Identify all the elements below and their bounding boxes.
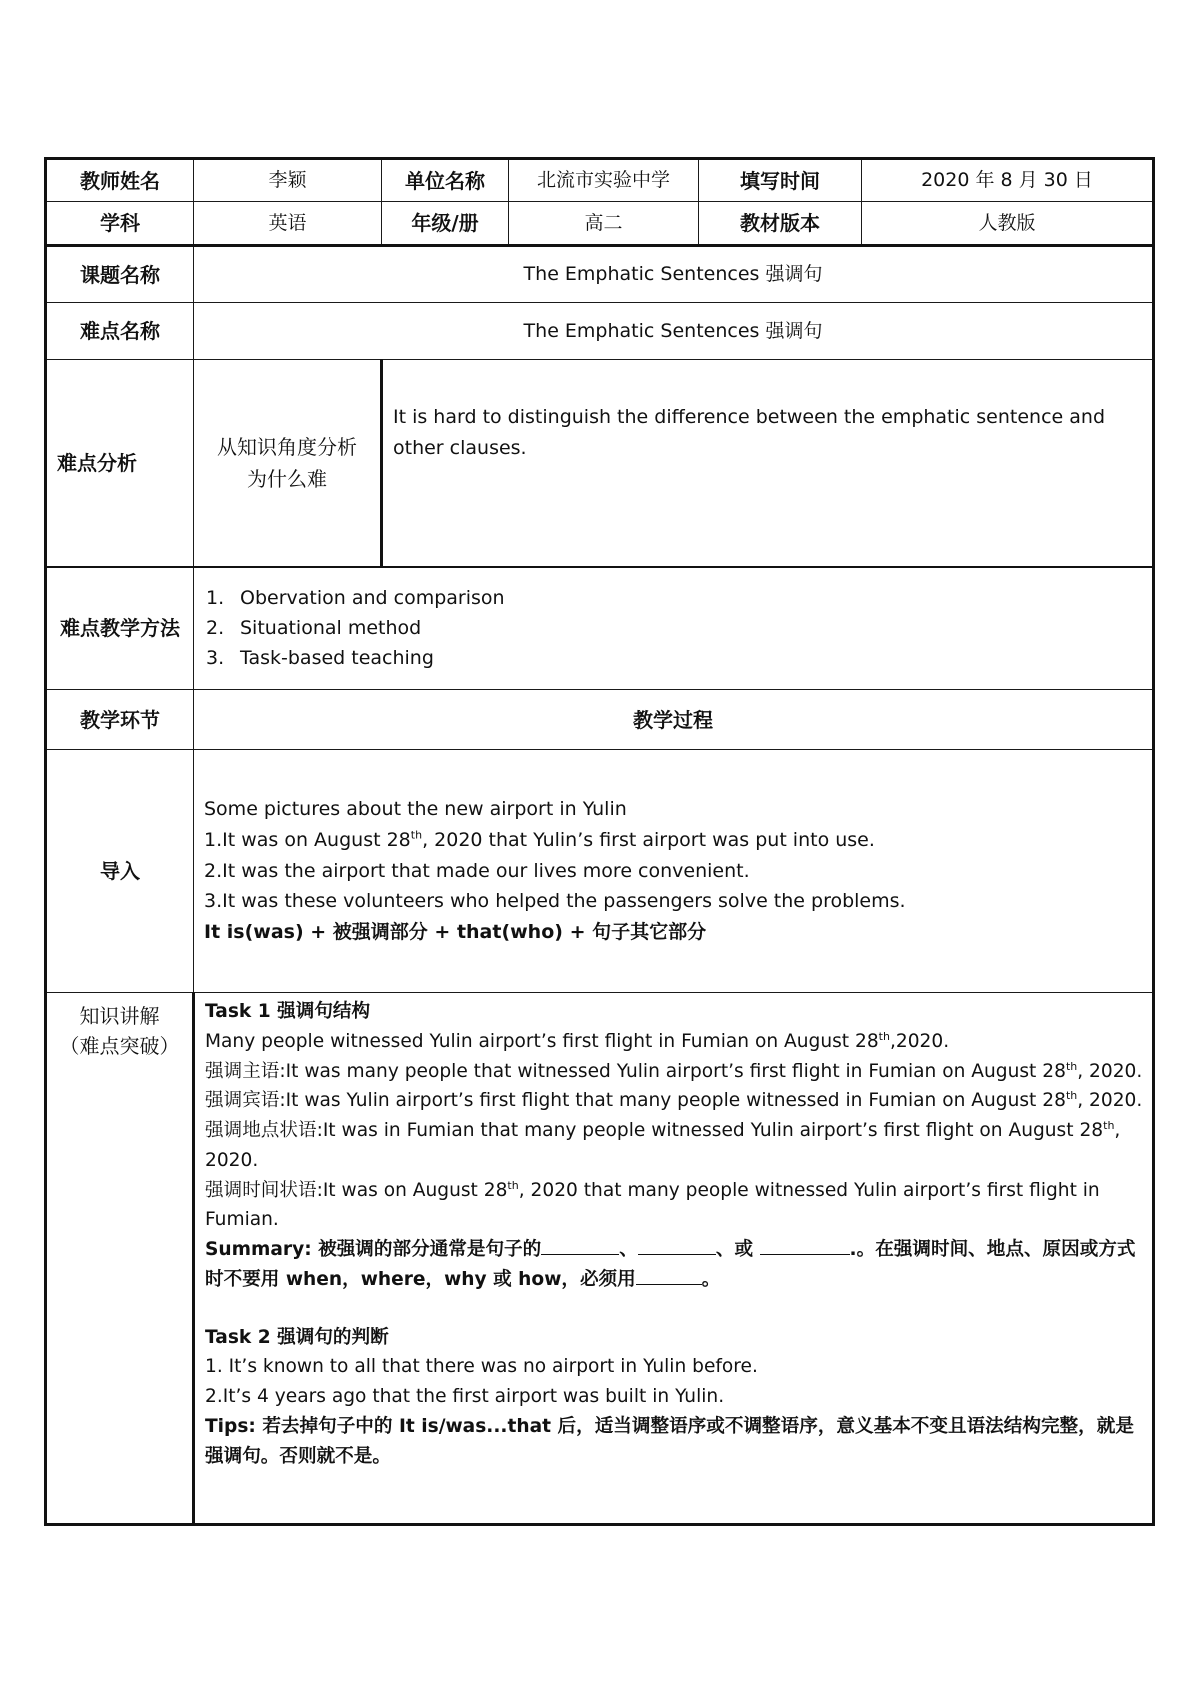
sentence-part: 强调宾语:It was Yulin airport’s first flight that many people witnessed in Fumian on August 28 bbox=[205, 1090, 1066, 1112]
intro-line-part: 1.It was on August 28 bbox=[204, 828, 411, 851]
intro-formula: It is(was) + 被强调部分 + that(who) + 句子其它部分 bbox=[204, 921, 707, 944]
edition-value: 人教版 bbox=[862, 202, 1154, 246]
difficulty-value: The Emphatic Sentences 强调句 bbox=[194, 303, 1154, 360]
subject-emphasis bbox=[205, 1057, 1146, 1087]
method-num: 1. bbox=[206, 586, 225, 609]
intro-line: 3.It was these volunteers who helped the passengers solve the problems. bbox=[204, 890, 906, 913]
process-value: 教学过程 bbox=[194, 690, 1154, 750]
fill-blank[interactable] bbox=[638, 1235, 716, 1255]
sentence-part: , 2020. bbox=[1077, 1090, 1143, 1112]
method-text: Task-based teaching bbox=[240, 647, 434, 670]
ordinal-suffix: th bbox=[878, 1029, 890, 1043]
knowledge-row bbox=[46, 993, 1154, 1525]
knowledge-label-line: 知识讲解 bbox=[79, 1004, 160, 1028]
subject-label: 学科 bbox=[46, 202, 194, 246]
unit-label: 单位名称 bbox=[382, 159, 509, 202]
ordinal-suffix: th bbox=[1103, 1118, 1115, 1132]
unit-value: 北流市实验中学 bbox=[509, 159, 699, 202]
edition-label: 教材版本 bbox=[699, 202, 862, 246]
task1-title: Task 1 强调句结构 bbox=[205, 1001, 371, 1022]
lesson-plan-table bbox=[44, 157, 1155, 1526]
summary-part: 、 bbox=[619, 1239, 638, 1260]
topic-value: The Emphatic Sentences 强调句 bbox=[194, 246, 1154, 303]
teacher-label: 教师姓名 bbox=[46, 159, 194, 202]
intro-line: 2.It was the airport that made our lives more convenient. bbox=[204, 859, 750, 882]
fill-blank[interactable] bbox=[541, 1235, 619, 1255]
method-num: 3. bbox=[206, 647, 225, 670]
tips: Tips: 若去掉句子中的 It is/was...that 后，适当调整语序或不调整语序，意义基本不变且语法结构完整，就是强调句。否则就不是。 bbox=[205, 1415, 1134, 1467]
method-item bbox=[206, 643, 1142, 673]
intro-label: 导入 bbox=[46, 750, 194, 993]
methods-label: 难点教学方法 bbox=[46, 567, 194, 690]
summary-part: Summary: 被强调的部分通常是句子的 bbox=[205, 1239, 542, 1260]
grade-value: 高二 bbox=[509, 202, 699, 246]
knowledge-label bbox=[46, 993, 194, 1525]
process-label: 教学环节 bbox=[46, 690, 194, 750]
ordinal-suffix: th bbox=[410, 828, 423, 842]
intro-content bbox=[194, 750, 1154, 993]
teacher-value: 李颖 bbox=[194, 159, 382, 202]
method-num: 2. bbox=[206, 617, 225, 640]
method-text: Situational method bbox=[240, 617, 422, 640]
task2-line: 2.It’s 4 years ago that the first airport was built in Yulin. bbox=[205, 1386, 725, 1407]
date-label: 填写时间 bbox=[699, 159, 862, 202]
place-emphasis bbox=[205, 1116, 1146, 1176]
topic-label: 课题名称 bbox=[46, 246, 194, 303]
task2-title: Task 2 强调句的判断 bbox=[205, 1326, 389, 1348]
summary-part: 、或 bbox=[715, 1239, 760, 1260]
methods-row bbox=[46, 567, 1154, 690]
summary-part: .。在强调时间、地点、原因或方式时不要用 when，where，why 或 how，必须用 bbox=[205, 1239, 1136, 1290]
sentence-part: 强调主语:It was many people that witnessed Yulin airport’s first flight in Fumian on August 28 bbox=[205, 1060, 1066, 1082]
task2-line: 1. It’s known to all that there was no airport in Yulin before. bbox=[205, 1356, 758, 1378]
intro-line bbox=[204, 825, 1142, 856]
analysis-sub-label: 从知识角度分析为什么难 bbox=[194, 360, 382, 567]
example-sentence bbox=[205, 1027, 1146, 1057]
sentence-part: 强调时间状语:It was on August 28 bbox=[205, 1179, 508, 1201]
object-emphasis bbox=[205, 1086, 1146, 1116]
sentence-part: ,2020. bbox=[889, 1030, 950, 1052]
knowledge-label-line: （难点突破） bbox=[59, 1034, 180, 1058]
ordinal-suffix: th bbox=[1065, 1059, 1078, 1073]
sentence-part: , 2020. bbox=[205, 1120, 1121, 1171]
methods-list bbox=[194, 567, 1154, 690]
time-emphasis bbox=[205, 1176, 1146, 1236]
ordinal-suffix: th bbox=[507, 1178, 519, 1192]
lesson-plan-sheet bbox=[44, 157, 1152, 1526]
intro-line: Some pictures about the new airport in Yulin bbox=[204, 798, 627, 821]
subject-value: 英语 bbox=[194, 202, 382, 246]
knowledge-content bbox=[194, 993, 1154, 1525]
method-text: Obervation and comparison bbox=[240, 586, 505, 609]
spacer bbox=[205, 1295, 1146, 1323]
fill-blank[interactable] bbox=[636, 1265, 702, 1285]
sentence-part: , 2020 that many people witnessed Yulin airport’s first flight in Fumian. bbox=[205, 1179, 1100, 1231]
sentence-part: , 2020. bbox=[1077, 1060, 1143, 1082]
topic-row bbox=[46, 246, 1154, 303]
intro-line-part: , 2020 that Yulin’s first airport was put into use. bbox=[422, 828, 875, 851]
analysis-label: 难点分析 bbox=[46, 360, 194, 567]
header-row-2 bbox=[46, 202, 1154, 246]
difficulty-label: 难点名称 bbox=[46, 303, 194, 360]
header-row-1 bbox=[46, 159, 1154, 202]
date-value: 2020 年 8 月 30 日 bbox=[862, 159, 1154, 202]
sentence-part: Many people witnessed Yulin airport’s first flight in Fumian on August 28 bbox=[205, 1030, 879, 1052]
analysis-row bbox=[46, 360, 1154, 567]
sentence-part: 强调地点状语:It was in Fumian that many people witnessed Yulin airport’s first flight on August 28 bbox=[205, 1120, 1104, 1141]
fill-blank[interactable] bbox=[760, 1235, 850, 1255]
method-item bbox=[206, 613, 1142, 643]
analysis-text: It is hard to distinguish the difference between the emphatic sentence and other clauses. bbox=[382, 360, 1154, 567]
grade-label: 年级/册 bbox=[382, 202, 509, 246]
ordinal-suffix: th bbox=[1065, 1089, 1078, 1103]
intro-row bbox=[46, 750, 1154, 993]
summary-part: 。 bbox=[701, 1268, 721, 1290]
process-header-row bbox=[46, 690, 1154, 750]
method-item bbox=[206, 583, 1142, 613]
difficulty-row bbox=[46, 303, 1154, 360]
summary bbox=[205, 1235, 1146, 1295]
